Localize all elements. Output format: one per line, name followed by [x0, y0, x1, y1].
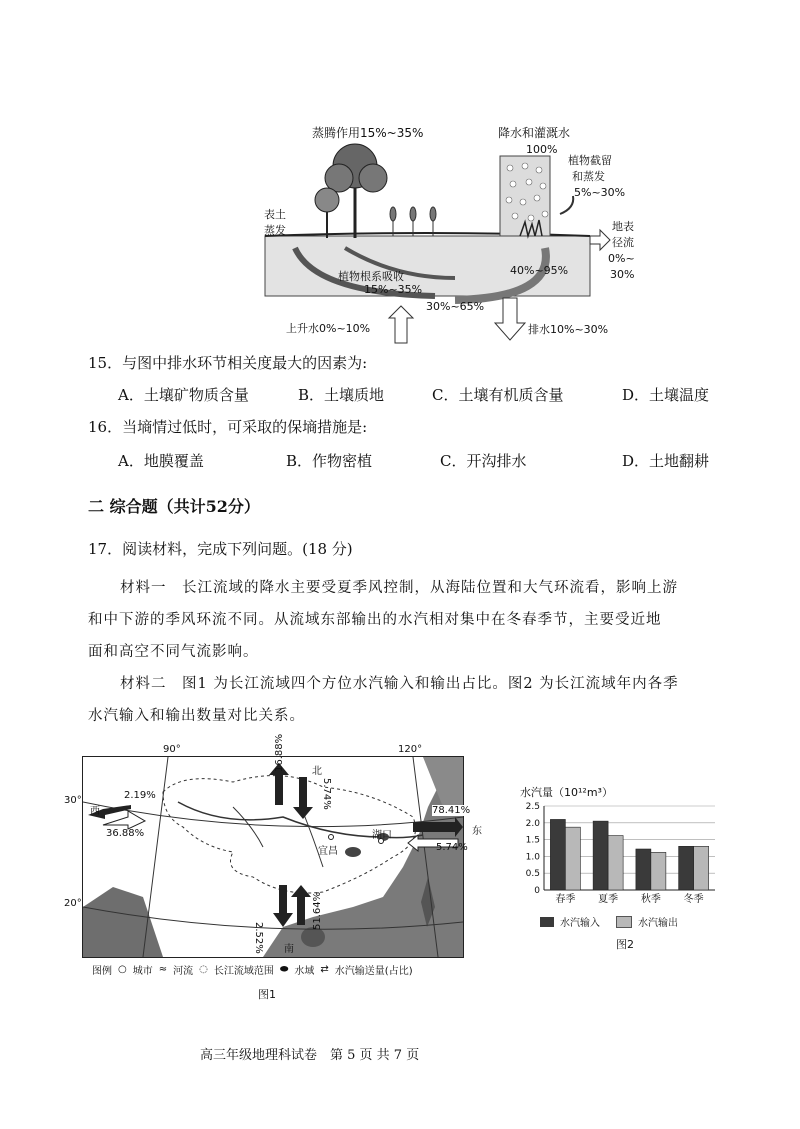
topsoil-evap-label-1: 表土	[264, 208, 286, 221]
surface-runoff-label-2: 径流	[612, 236, 634, 249]
lat-30-label: 30°	[64, 795, 82, 806]
q16-option-a[interactable]: A．地膜覆盖	[118, 452, 204, 470]
topsoil-evap-label-2: 蒸发	[264, 224, 286, 237]
yangtze-map	[82, 756, 464, 958]
map-legend	[92, 962, 413, 977]
bar	[651, 852, 666, 890]
city-hukou-label: 湖口	[372, 830, 392, 841]
x-tick-label: 夏季	[598, 894, 619, 905]
question-17-stem: 17．阅读材料，完成下列问题。(18 分)	[88, 540, 353, 558]
south-label: 南	[284, 944, 294, 955]
material2-line-2: 水汽输入和输出数量对比关系。	[88, 708, 305, 724]
surface-runoff-pct-2: 30%	[610, 268, 635, 281]
material1-line-2: 和中下游的季风环流不同。从流域东部输出的水汽相对集中在冬春季节，主要受近地	[88, 612, 662, 628]
legend-water: 水域	[294, 966, 315, 977]
y-tick-label: 2.5	[525, 802, 540, 812]
surface-runoff-pct-1: 0%~	[608, 252, 635, 265]
q15-option-c[interactable]: C．土壤有机质含量	[432, 386, 564, 404]
city-yichang-label: 宜昌	[318, 846, 338, 857]
y-tick-label: 1.5	[525, 835, 540, 846]
water-icon: ⬬	[279, 964, 289, 975]
y-tick-label: 2.0	[525, 818, 540, 829]
legend-basin: 长江流域范围	[213, 966, 274, 977]
north-out-pct: 5.74%	[321, 778, 332, 810]
soil-flow-pct: 30%~65%	[426, 300, 485, 313]
bar-chart	[510, 800, 730, 910]
x-tick-label: 冬季	[683, 894, 704, 905]
figure-1-caption: 图1	[258, 988, 276, 1001]
plant-intercept-label-1: 植物截留	[568, 154, 612, 167]
bar	[593, 821, 608, 890]
river-icon: ≈	[158, 964, 168, 975]
x-tick-label: 秋季	[640, 894, 661, 905]
root-absorb-pct: 15%~35%	[364, 283, 423, 296]
tree-icon	[315, 144, 387, 238]
north-label: 北	[312, 766, 322, 777]
legend-input-label: 水汽输入	[560, 918, 600, 929]
west-in-pct: 36.88%	[106, 828, 145, 839]
south-out-pct: 2.52%	[253, 922, 264, 954]
drainage-label: 排水10%~30%	[528, 323, 609, 336]
y-tick-label: 0	[534, 886, 540, 896]
bar-chart-svg	[510, 800, 730, 910]
q16-option-d[interactable]: D．土地翻耕	[622, 452, 710, 470]
legend-river: 河流	[173, 966, 194, 977]
precipitation-pct: 100%	[526, 143, 558, 156]
lon-90-label: 90°	[163, 744, 181, 755]
bar	[608, 836, 623, 890]
legend-input-swatch	[540, 917, 554, 927]
east-in-pct: 5.74%	[436, 842, 468, 853]
q15-option-a[interactable]: A．土壤矿物质含量	[118, 386, 249, 404]
legend-city: 城市	[132, 966, 153, 977]
legend-title: 图例	[92, 966, 112, 977]
crop-icon	[390, 207, 436, 236]
plant-intercept-pct: 5%~30%	[574, 186, 626, 199]
q16-option-c[interactable]: C．开沟排水	[440, 452, 527, 470]
page-footer: 高三年级地理科试卷 第 5 页 共 7 页	[200, 1048, 420, 1063]
north-in-pct: 16.88%	[274, 733, 285, 772]
y-tick-label: 1.0	[525, 852, 540, 863]
q15-option-b[interactable]: B．土壤质地	[298, 386, 385, 404]
chart-title: 水汽量（10¹²m³）	[520, 786, 613, 799]
lon-120-label: 120°	[398, 744, 423, 755]
root-absorb-label: 植物根系吸收	[338, 270, 404, 283]
bar	[550, 819, 565, 890]
question-16-stem: 16．当墒情过低时，可采取的保墒措施是:	[88, 418, 368, 436]
city-icon: ○	[118, 964, 127, 975]
east-label: 东	[472, 826, 482, 837]
bar	[565, 827, 580, 890]
basin-boundary-icon: ◌	[199, 964, 208, 975]
bar	[694, 846, 709, 890]
material1-line-1: 材料一 长江流域的降水主要受夏季风控制，从海陆位置和大气环流看，影响上游	[120, 580, 678, 596]
figure-2-caption: 图2	[616, 938, 634, 951]
question-15-stem: 15．与图中排水环节相关度最大的因素为:	[88, 354, 368, 372]
upwelling-label: 上升水0%~10%	[286, 322, 371, 335]
q15-option-d[interactable]: D．土壤温度	[622, 386, 710, 404]
map-figure	[83, 757, 463, 957]
x-tick-label: 春季	[555, 894, 576, 905]
section-2-title: 二 综合题（共计52分）	[88, 497, 260, 516]
q16-option-b[interactable]: B．作物密植	[286, 452, 373, 470]
west-label: 西	[90, 806, 100, 817]
y-tick-label: 0.5	[525, 869, 540, 880]
vapor-arrow-icon: ⇄	[320, 964, 329, 975]
bar	[636, 849, 651, 890]
legend-vapor: 水汽输送量(占比)	[334, 966, 413, 977]
surface-runoff-label-1: 地表	[612, 220, 634, 233]
bar	[679, 846, 694, 890]
infiltration-pct: 40%~95%	[510, 264, 569, 277]
legend-output-swatch	[616, 916, 632, 928]
material1-line-3: 面和高空不同气流影响。	[88, 644, 259, 660]
east-out-pct: 78.41%	[432, 805, 471, 816]
plant-intercept-label-2: 和蒸发	[572, 170, 605, 183]
lat-20-label: 20°	[64, 898, 82, 909]
south-in-pct: 51.64%	[312, 891, 323, 930]
chart-legend	[540, 914, 678, 929]
legend-output-label: 水汽输出	[638, 918, 678, 929]
precipitation-label: 降水和灌溉水	[498, 126, 571, 140]
west-out-pct: 2.19%	[124, 790, 156, 801]
transpiration-label: 蒸腾作用15%~35%	[312, 126, 424, 140]
material2-line-1: 材料二 图1 为长江流域四个方位水汽输入和输出占比。图2 为长江流域年内各季	[120, 676, 679, 692]
